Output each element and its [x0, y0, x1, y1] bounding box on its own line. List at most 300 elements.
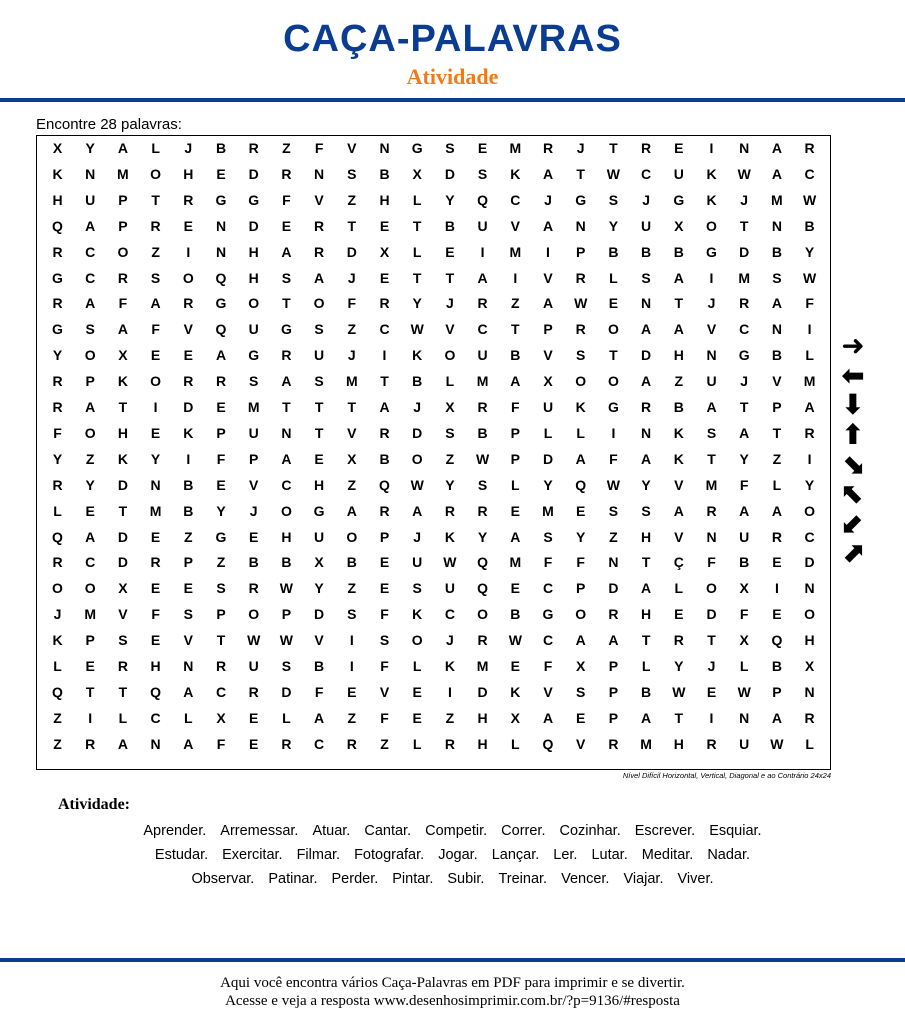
grid-cell: E: [85, 502, 95, 519]
grid-cell: Z: [347, 476, 357, 493]
grid-cell: V: [445, 321, 455, 338]
grid-cell: R: [608, 606, 619, 623]
grid-cell: X: [739, 632, 749, 649]
grid-cell: E: [674, 606, 684, 623]
grid-cell: A: [739, 424, 750, 441]
grid-cell: O: [84, 424, 96, 441]
grid-cell: S: [379, 632, 390, 649]
grid-cell: M: [149, 502, 162, 519]
word-item: Atuar.: [312, 823, 351, 839]
grid-cell: G: [575, 191, 587, 208]
grid-cell: K: [575, 399, 586, 415]
grid-cell: H: [117, 424, 128, 441]
grid-cell: R: [477, 399, 488, 415]
grid-cell: B: [771, 347, 782, 364]
grid-cell: R: [248, 580, 259, 597]
grid-cell: V: [543, 347, 553, 364]
grid-cell: R: [117, 269, 128, 286]
grid-cell: A: [771, 165, 782, 182]
grid-cell: R: [444, 502, 455, 519]
grid-cell: S: [347, 165, 357, 182]
grid-cell: B: [673, 399, 684, 415]
word-item: Competir.: [425, 823, 488, 839]
grid-cell: E: [706, 683, 717, 700]
grid-cell: O: [182, 269, 194, 286]
grid-cell: Q: [52, 528, 63, 545]
grid-cell: E: [379, 269, 390, 286]
grid-cell: A: [673, 321, 684, 338]
grid-cell: T: [314, 399, 324, 415]
grid-cell: Y: [576, 528, 586, 545]
grid-cell: A: [706, 399, 717, 415]
grid-cell: M: [771, 191, 783, 208]
grid-cell: Y: [543, 476, 553, 493]
grid-cell: R: [706, 502, 717, 519]
grid-cell: P: [543, 321, 553, 338]
grid-cell: P: [379, 528, 390, 545]
grid-cell: V: [314, 191, 324, 208]
arrow-up-icon: ⬆: [841, 418, 865, 450]
grid-cell: E: [576, 502, 586, 519]
grid-cell: Y: [85, 140, 95, 156]
grid-cell: X: [118, 580, 128, 597]
grid-cell: R: [477, 502, 488, 519]
grid-cell: R: [804, 709, 815, 726]
grid-cell: S: [281, 658, 292, 674]
grid-cell: V: [183, 632, 193, 649]
grid-cell: P: [281, 606, 292, 623]
grid-cell: F: [739, 476, 749, 493]
grid-cell: F: [118, 295, 128, 312]
grid-cell: T: [739, 217, 749, 234]
grid-cell: M: [738, 269, 751, 286]
grid-cell: L: [772, 476, 782, 493]
word-item: Esquiar.: [709, 823, 762, 839]
grid-cell: Z: [609, 528, 618, 545]
grid-cell: T: [347, 217, 357, 234]
grid-cell: U: [412, 554, 423, 571]
grid-cell: R: [52, 399, 63, 415]
grid-cell: R: [673, 632, 684, 649]
grid-cell: Y: [216, 502, 226, 519]
grid-cell: R: [641, 399, 652, 415]
grid-cell: T: [314, 424, 324, 441]
grid-cell: Z: [674, 373, 684, 390]
grid-cell: L: [53, 502, 62, 519]
grid-cell: R: [52, 243, 63, 260]
grid-cell: Y: [150, 450, 161, 467]
grid-cell: M: [84, 606, 97, 623]
grid-cell: L: [511, 735, 520, 752]
grid-cell: N: [771, 321, 782, 338]
grid-cell: I: [447, 683, 452, 700]
word-list-line: [0, 847, 905, 863]
grid-cell: S: [641, 269, 651, 286]
grid-cell: E: [510, 580, 520, 597]
grid-cell: M: [542, 502, 554, 519]
grid-cell: H: [477, 709, 488, 726]
grid-cell: L: [412, 735, 422, 752]
grid-cell: I: [807, 450, 812, 467]
grid-cell: L: [412, 191, 422, 208]
grid-cell: K: [412, 347, 423, 364]
grid-cell: X: [674, 217, 684, 234]
grid-cell: I: [546, 243, 550, 260]
word-list-line: [0, 823, 905, 839]
grid-cell: D: [183, 399, 194, 415]
grid-cell: M: [640, 735, 652, 752]
grid-cell: H: [281, 528, 292, 545]
grid-cell: I: [186, 243, 191, 260]
grid-cell: O: [150, 373, 162, 390]
grid-cell: A: [771, 709, 782, 726]
grid-cell: P: [510, 450, 520, 467]
grid-cell: V: [543, 269, 553, 286]
grid-cell: U: [477, 217, 488, 234]
grid-cell: D: [117, 528, 128, 545]
grid-cell: V: [347, 424, 357, 441]
grid-cell: M: [803, 373, 816, 390]
grid-cell: Y: [314, 580, 324, 597]
grid-cell: A: [804, 399, 815, 415]
grid-cell: X: [543, 373, 553, 390]
grid-cell: L: [511, 476, 520, 493]
word-item: Exercitar.: [222, 847, 283, 863]
grid-cell: O: [607, 321, 619, 338]
grid-cell: I: [774, 580, 779, 597]
grid-cell: A: [641, 321, 652, 338]
grid-cell: K: [510, 165, 521, 182]
grid-cell: F: [347, 295, 357, 312]
grid-cell: E: [445, 243, 455, 260]
grid-cell: U: [706, 373, 717, 390]
grid-cell: R: [248, 683, 259, 700]
grid-cell: B: [673, 243, 684, 260]
grid-cell: K: [183, 424, 194, 441]
grid-cell: J: [53, 606, 62, 623]
grid-cell: T: [282, 399, 291, 415]
grid-cell: H: [150, 658, 161, 674]
grid-cell: L: [805, 735, 814, 752]
grid-cell: T: [347, 399, 357, 415]
grid-cell: X: [379, 243, 390, 260]
grid-cell: C: [510, 191, 521, 208]
grid-cell: C: [215, 683, 227, 700]
instructions-text: Encontre 28 palavras:: [36, 116, 182, 133]
grid-cell: Z: [216, 554, 226, 571]
grid-cell: E: [183, 580, 193, 597]
grid-cell: Q: [215, 321, 227, 338]
grid-cell: P: [510, 424, 520, 441]
grid-cell: A: [771, 140, 782, 156]
grid-cell: B: [608, 243, 619, 260]
grid-cell: Ç: [673, 554, 684, 571]
grid-cell: W: [410, 321, 424, 338]
grid-cell: Z: [380, 735, 389, 752]
grid-cell: D: [444, 165, 455, 182]
grid-cell: I: [709, 709, 714, 726]
grid-cell: Y: [52, 450, 63, 467]
grid-cell: O: [411, 632, 423, 649]
grid-cell: D: [412, 424, 423, 441]
grid-cell: E: [249, 735, 259, 752]
word-item: Cantar.: [364, 823, 412, 839]
grid-cell: N: [150, 735, 161, 752]
grid-cell: L: [805, 347, 814, 364]
grid-cell: A: [85, 399, 96, 415]
grid-cell: G: [248, 347, 260, 364]
grid-cell: C: [379, 321, 390, 338]
grid-cell: H: [379, 191, 390, 208]
grid-cell: G: [411, 140, 423, 156]
grid-cell: L: [609, 269, 618, 286]
word-item: Filmar.: [296, 847, 341, 863]
grid-cell: O: [117, 243, 129, 260]
grid-cell: E: [150, 347, 161, 364]
word-item: Patinar.: [268, 871, 318, 887]
grid-cell: E: [412, 709, 422, 726]
grid-cell: T: [707, 450, 716, 467]
grid-cell: C: [641, 165, 652, 182]
grid-cell: H: [641, 606, 652, 623]
grid-cell: F: [53, 424, 62, 441]
grid-cell: N: [608, 554, 619, 571]
grid-cell: W: [770, 735, 784, 752]
page-subtitle: Atividade: [406, 64, 499, 89]
grid-cell: U: [739, 735, 750, 752]
grid-cell: U: [444, 580, 455, 597]
grid-cell: X: [52, 140, 63, 156]
grid-cell: Q: [379, 476, 390, 493]
grid-cell: U: [248, 424, 259, 441]
grid-cell: V: [510, 217, 520, 234]
grid-cell: O: [84, 580, 96, 597]
grid-cell: X: [445, 399, 455, 415]
grid-cell: H: [248, 269, 259, 286]
grid-cell: S: [314, 373, 324, 390]
footer-line-2: Acesse e veja a resposta www.desenhosimprimir.com.br/?p=9136/#resposta: [225, 993, 680, 1009]
grid-cell: N: [379, 140, 390, 156]
grid-cell: X: [314, 554, 324, 571]
grid-cell: V: [347, 140, 357, 156]
word-item: Nadar.: [707, 847, 751, 863]
word-item: Fotografar.: [354, 847, 425, 863]
grid-cell: E: [150, 580, 161, 597]
grid-cell: A: [641, 580, 652, 597]
grid-cell: A: [117, 140, 128, 156]
grid-cell: I: [709, 269, 714, 286]
grid-cell: M: [476, 373, 489, 390]
grid-cell: M: [345, 373, 358, 390]
word-item: Escrever.: [634, 823, 696, 839]
grid-cell: Z: [151, 243, 160, 260]
grid-cell: D: [346, 243, 357, 260]
grid-cell: N: [804, 580, 815, 597]
grid-cell: S: [608, 191, 619, 208]
grid-cell: L: [53, 658, 62, 674]
grid-cell: W: [802, 269, 817, 286]
grid-cell: A: [542, 295, 554, 312]
word-item: Lançar.: [491, 847, 540, 863]
grid-cell: A: [771, 295, 782, 312]
grid-cell: H: [641, 528, 652, 545]
grid-cell: E: [249, 528, 259, 545]
word-item: Arremessar.: [220, 823, 299, 839]
grid-cell: S: [150, 269, 161, 286]
grid-cell: P: [183, 554, 193, 571]
grid-cell: P: [608, 683, 619, 700]
grid-cell: F: [380, 606, 389, 623]
grid-cell: T: [511, 321, 520, 338]
grid-cell: B: [314, 658, 325, 674]
grid-cell: J: [413, 399, 422, 415]
grid-cell: S: [347, 606, 357, 623]
word-item: Ler.: [553, 847, 578, 863]
grid-cell: E: [249, 709, 259, 726]
grid-cell: K: [52, 632, 63, 649]
arrow-up-left-icon: ⬉: [841, 477, 865, 509]
grid-cell: A: [412, 502, 423, 519]
grid-cell: V: [674, 528, 684, 545]
grid-cell: J: [707, 658, 716, 674]
grid-cell: N: [183, 658, 194, 674]
grid-cell: R: [281, 735, 292, 752]
grid-cell: U: [542, 399, 554, 415]
grid-cell: O: [444, 347, 456, 364]
grid-cell: J: [740, 373, 749, 390]
grid-cell: Y: [804, 243, 815, 260]
grid-cell: F: [282, 191, 291, 208]
grid-cell: T: [674, 709, 684, 726]
grid-cell: W: [606, 165, 620, 182]
grid-cell: A: [641, 709, 652, 726]
grid-cell: O: [804, 502, 816, 519]
grid-cell: X: [347, 450, 357, 467]
grid-cell: M: [247, 399, 260, 415]
grid-cell: A: [673, 269, 684, 286]
grid-cell: D: [477, 683, 488, 700]
grid-cell: R: [542, 140, 554, 156]
grid-cell: R: [575, 269, 586, 286]
arrow-left-icon: ⬅: [841, 359, 865, 391]
grid-cell: T: [772, 424, 782, 441]
grid-cell: L: [151, 140, 160, 156]
grid-cell: I: [349, 632, 354, 649]
grid-cell: E: [510, 502, 520, 519]
word-item: Correr.: [501, 823, 546, 839]
grid-cell: K: [444, 528, 455, 545]
grid-cell: J: [249, 502, 258, 519]
grid-cell: C: [444, 606, 455, 623]
grid-cell: U: [314, 528, 325, 545]
grid-cell: Z: [347, 580, 357, 597]
grid-cell: T: [380, 373, 389, 390]
grid-cell: I: [349, 658, 354, 674]
grid-cell: S: [477, 476, 488, 493]
grid-cell: G: [738, 347, 750, 364]
grid-cell: D: [117, 476, 128, 493]
grid-cell: K: [706, 165, 717, 182]
grid-cell: Z: [445, 709, 455, 726]
word-item: Viajar.: [623, 871, 664, 887]
grid-cell: A: [215, 347, 227, 364]
grid-cell: A: [281, 373, 292, 390]
grid-cell: S: [608, 502, 619, 519]
grid-cell: F: [380, 658, 389, 674]
grid-cell: X: [216, 709, 226, 726]
grid-cell: Z: [282, 140, 291, 156]
grid-cell: A: [346, 502, 357, 519]
grid-cell: I: [153, 399, 158, 415]
grid-cell: E: [216, 399, 226, 415]
grid-cell: W: [443, 554, 457, 571]
grid-cell: X: [576, 658, 586, 674]
grid-cell: E: [379, 580, 390, 597]
grid-cell: Q: [771, 632, 783, 649]
grid-cell: C: [542, 580, 554, 597]
grid-cell: J: [740, 191, 749, 208]
word-list-line: [0, 871, 905, 887]
grid-cell: R: [52, 373, 63, 390]
grid-cell: S: [85, 321, 95, 338]
grid-cell: N: [150, 476, 161, 493]
grid-cell: I: [382, 347, 387, 364]
grid-cell: A: [183, 683, 194, 700]
grid-cell: G: [607, 399, 619, 415]
grid-cell: W: [737, 165, 751, 182]
grid-cell: P: [118, 191, 128, 208]
grid-cell: I: [611, 424, 616, 441]
grid-cell: T: [118, 502, 128, 519]
grid-cell: H: [673, 347, 684, 364]
grid-cell: W: [410, 476, 424, 493]
grid-cell: Q: [477, 191, 489, 208]
grid-cell: Y: [412, 295, 422, 312]
grid-cell: G: [248, 191, 260, 208]
grid-cell: U: [673, 165, 684, 182]
grid-cell: E: [608, 295, 619, 312]
grid-cell: H: [673, 735, 684, 752]
grid-cell: A: [85, 295, 96, 312]
grid-cell: X: [804, 658, 815, 674]
grid-cell: R: [608, 735, 619, 752]
word-item: Lutar.: [591, 847, 628, 863]
grid-cell: E: [183, 217, 193, 234]
grid-cell: S: [249, 373, 259, 390]
grid-cell: B: [510, 347, 521, 364]
grid-cell: Y: [674, 658, 684, 674]
grid-cell: R: [444, 735, 455, 752]
grid-cell: K: [673, 450, 684, 467]
grid-cell: B: [379, 450, 390, 467]
grid-cell: D: [608, 580, 619, 597]
grid-cell: D: [117, 554, 128, 571]
grid-cell: Y: [804, 476, 815, 493]
grid-cell: W: [279, 632, 293, 649]
grid-cell: U: [85, 191, 96, 208]
grid-cell: R: [215, 373, 227, 390]
grid-cell: J: [707, 295, 716, 312]
grid-cell: I: [186, 450, 191, 467]
grid-cell: G: [215, 295, 227, 312]
word-item: Subir.: [447, 871, 485, 887]
grid-cell: F: [151, 606, 160, 623]
grid-cell: A: [575, 632, 586, 649]
grid-cell: B: [739, 554, 750, 571]
grid-cell: B: [346, 554, 357, 571]
grid-cell: Z: [445, 450, 455, 467]
grid-cell: F: [543, 554, 553, 571]
